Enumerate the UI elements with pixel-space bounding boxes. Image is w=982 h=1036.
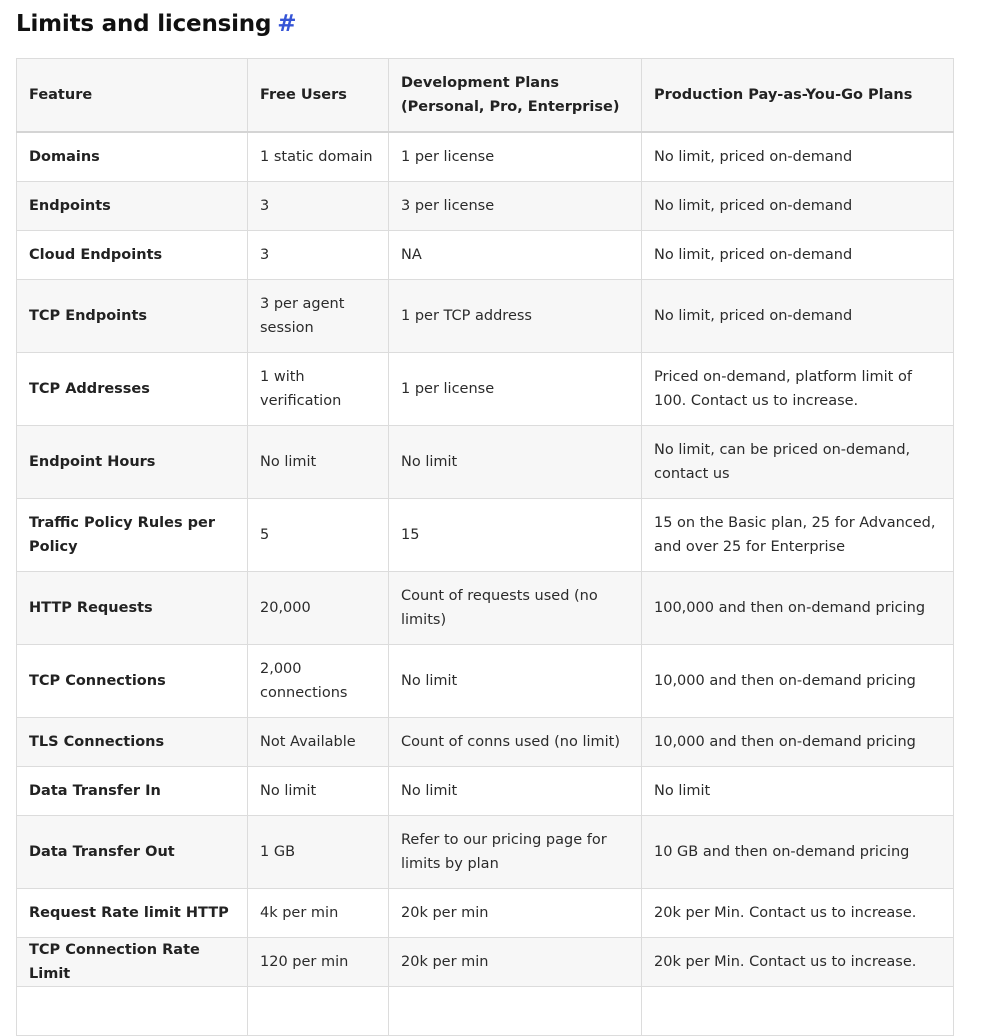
header-production-plans: Production Pay-as-You-Go Plans (642, 59, 954, 133)
development-plans-cell (389, 987, 642, 1036)
table-row (17, 987, 954, 1036)
development-plans-cell: 20k per min (389, 938, 642, 987)
table-row (17, 280, 954, 353)
feature-cell: Endpoints (17, 182, 248, 231)
free-users-cell: 1 GB (248, 816, 389, 889)
production-plans-cell: Priced on-demand, platform limit of 100. Contact us to increase. (642, 353, 954, 426)
header-row (17, 59, 954, 133)
table-row (17, 767, 954, 816)
production-plans-cell: No limit, can be priced on-demand, contact us (642, 426, 954, 499)
table-header (17, 59, 954, 133)
table-row (17, 499, 954, 572)
feature-cell: TCP Connection Rate Limit (17, 938, 248, 987)
free-users-cell: No limit (248, 767, 389, 816)
development-plans-cell: 1 per license (389, 353, 642, 426)
feature-cell: TCP Endpoints (17, 280, 248, 353)
free-users-cell: No limit (248, 426, 389, 499)
production-plans-cell: No limit, priced on-demand (642, 182, 954, 231)
production-plans-cell: 10,000 and then on-demand pricing (642, 718, 954, 767)
free-users-cell: 20,000 (248, 572, 389, 645)
production-plans-cell: 100,000 and then on-demand pricing (642, 572, 954, 645)
table-row (17, 426, 954, 499)
table-row (17, 231, 954, 280)
production-plans-cell: No limit (642, 767, 954, 816)
header-feature: Feature (17, 59, 248, 133)
free-users-cell: 1 with verification (248, 353, 389, 426)
development-plans-cell: 3 per license (389, 182, 642, 231)
development-plans-cell: 15 (389, 499, 642, 572)
feature-cell: Data Transfer In (17, 767, 248, 816)
heading-anchor-link[interactable]: # (277, 11, 297, 37)
free-users-cell: 120 per min (248, 938, 389, 987)
free-users-cell (248, 987, 389, 1036)
production-plans-cell: No limit, priced on-demand (642, 231, 954, 280)
section-heading (16, 8, 296, 40)
development-plans-cell: No limit (389, 426, 642, 499)
production-plans-cell (642, 987, 954, 1036)
table-body (17, 132, 954, 1036)
table-row (17, 572, 954, 645)
section-title: Limits and licensing (16, 11, 272, 37)
feature-cell: TLS Connections (17, 718, 248, 767)
development-plans-cell: 1 per license (389, 132, 642, 182)
free-users-cell: 5 (248, 499, 389, 572)
development-plans-cell: 1 per TCP address (389, 280, 642, 353)
development-plans-cell: Count of conns used (no limit) (389, 718, 642, 767)
free-users-cell: 4k per min (248, 889, 389, 938)
table-row (17, 938, 954, 987)
feature-cell: Request Rate limit HTTP (17, 889, 248, 938)
header-development-plans: Development Plans (Personal, Pro, Enterprise) (389, 59, 642, 133)
free-users-cell: Not Available (248, 718, 389, 767)
free-users-cell: 3 (248, 182, 389, 231)
table-row (17, 353, 954, 426)
production-plans-cell: 20k per Min. Contact us to increase. (642, 938, 954, 987)
production-plans-cell: 15 on the Basic plan, 25 for Advanced, and over 25 for Enterprise (642, 499, 954, 572)
free-users-cell: 3 per agent session (248, 280, 389, 353)
free-users-cell: 2,000 connections (248, 645, 389, 718)
feature-cell: Endpoint Hours (17, 426, 248, 499)
free-users-cell: 1 static domain (248, 132, 389, 182)
table-row (17, 645, 954, 718)
table-row (17, 718, 954, 767)
production-plans-cell: No limit, priced on-demand (642, 132, 954, 182)
development-plans-cell: No limit (389, 767, 642, 816)
production-plans-cell: 10,000 and then on-demand pricing (642, 645, 954, 718)
free-users-cell: 3 (248, 231, 389, 280)
production-plans-cell: 10 GB and then on-demand pricing (642, 816, 954, 889)
feature-cell: Domains (17, 132, 248, 182)
table-row (17, 816, 954, 889)
table-row (17, 132, 954, 182)
production-plans-cell: No limit, priced on-demand (642, 280, 954, 353)
table-row (17, 182, 954, 231)
feature-cell: TCP Addresses (17, 353, 248, 426)
feature-cell: Data Transfer Out (17, 816, 248, 889)
feature-cell: Cloud Endpoints (17, 231, 248, 280)
header-free-users: Free Users (248, 59, 389, 133)
table-row (17, 889, 954, 938)
feature-cell: TCP Connections (17, 645, 248, 718)
development-plans-cell: NA (389, 231, 642, 280)
development-plans-cell: No limit (389, 645, 642, 718)
feature-cell: HTTP Requests (17, 572, 248, 645)
limits-table (16, 58, 954, 1036)
feature-cell (17, 987, 248, 1036)
development-plans-cell: Count of requests used (no limits) (389, 572, 642, 645)
development-plans-cell: Refer to our pricing page for limits by plan (389, 816, 642, 889)
production-plans-cell: 20k per Min. Contact us to increase. (642, 889, 954, 938)
development-plans-cell: 20k per min (389, 889, 642, 938)
feature-cell: Traffic Policy Rules per Policy (17, 499, 248, 572)
